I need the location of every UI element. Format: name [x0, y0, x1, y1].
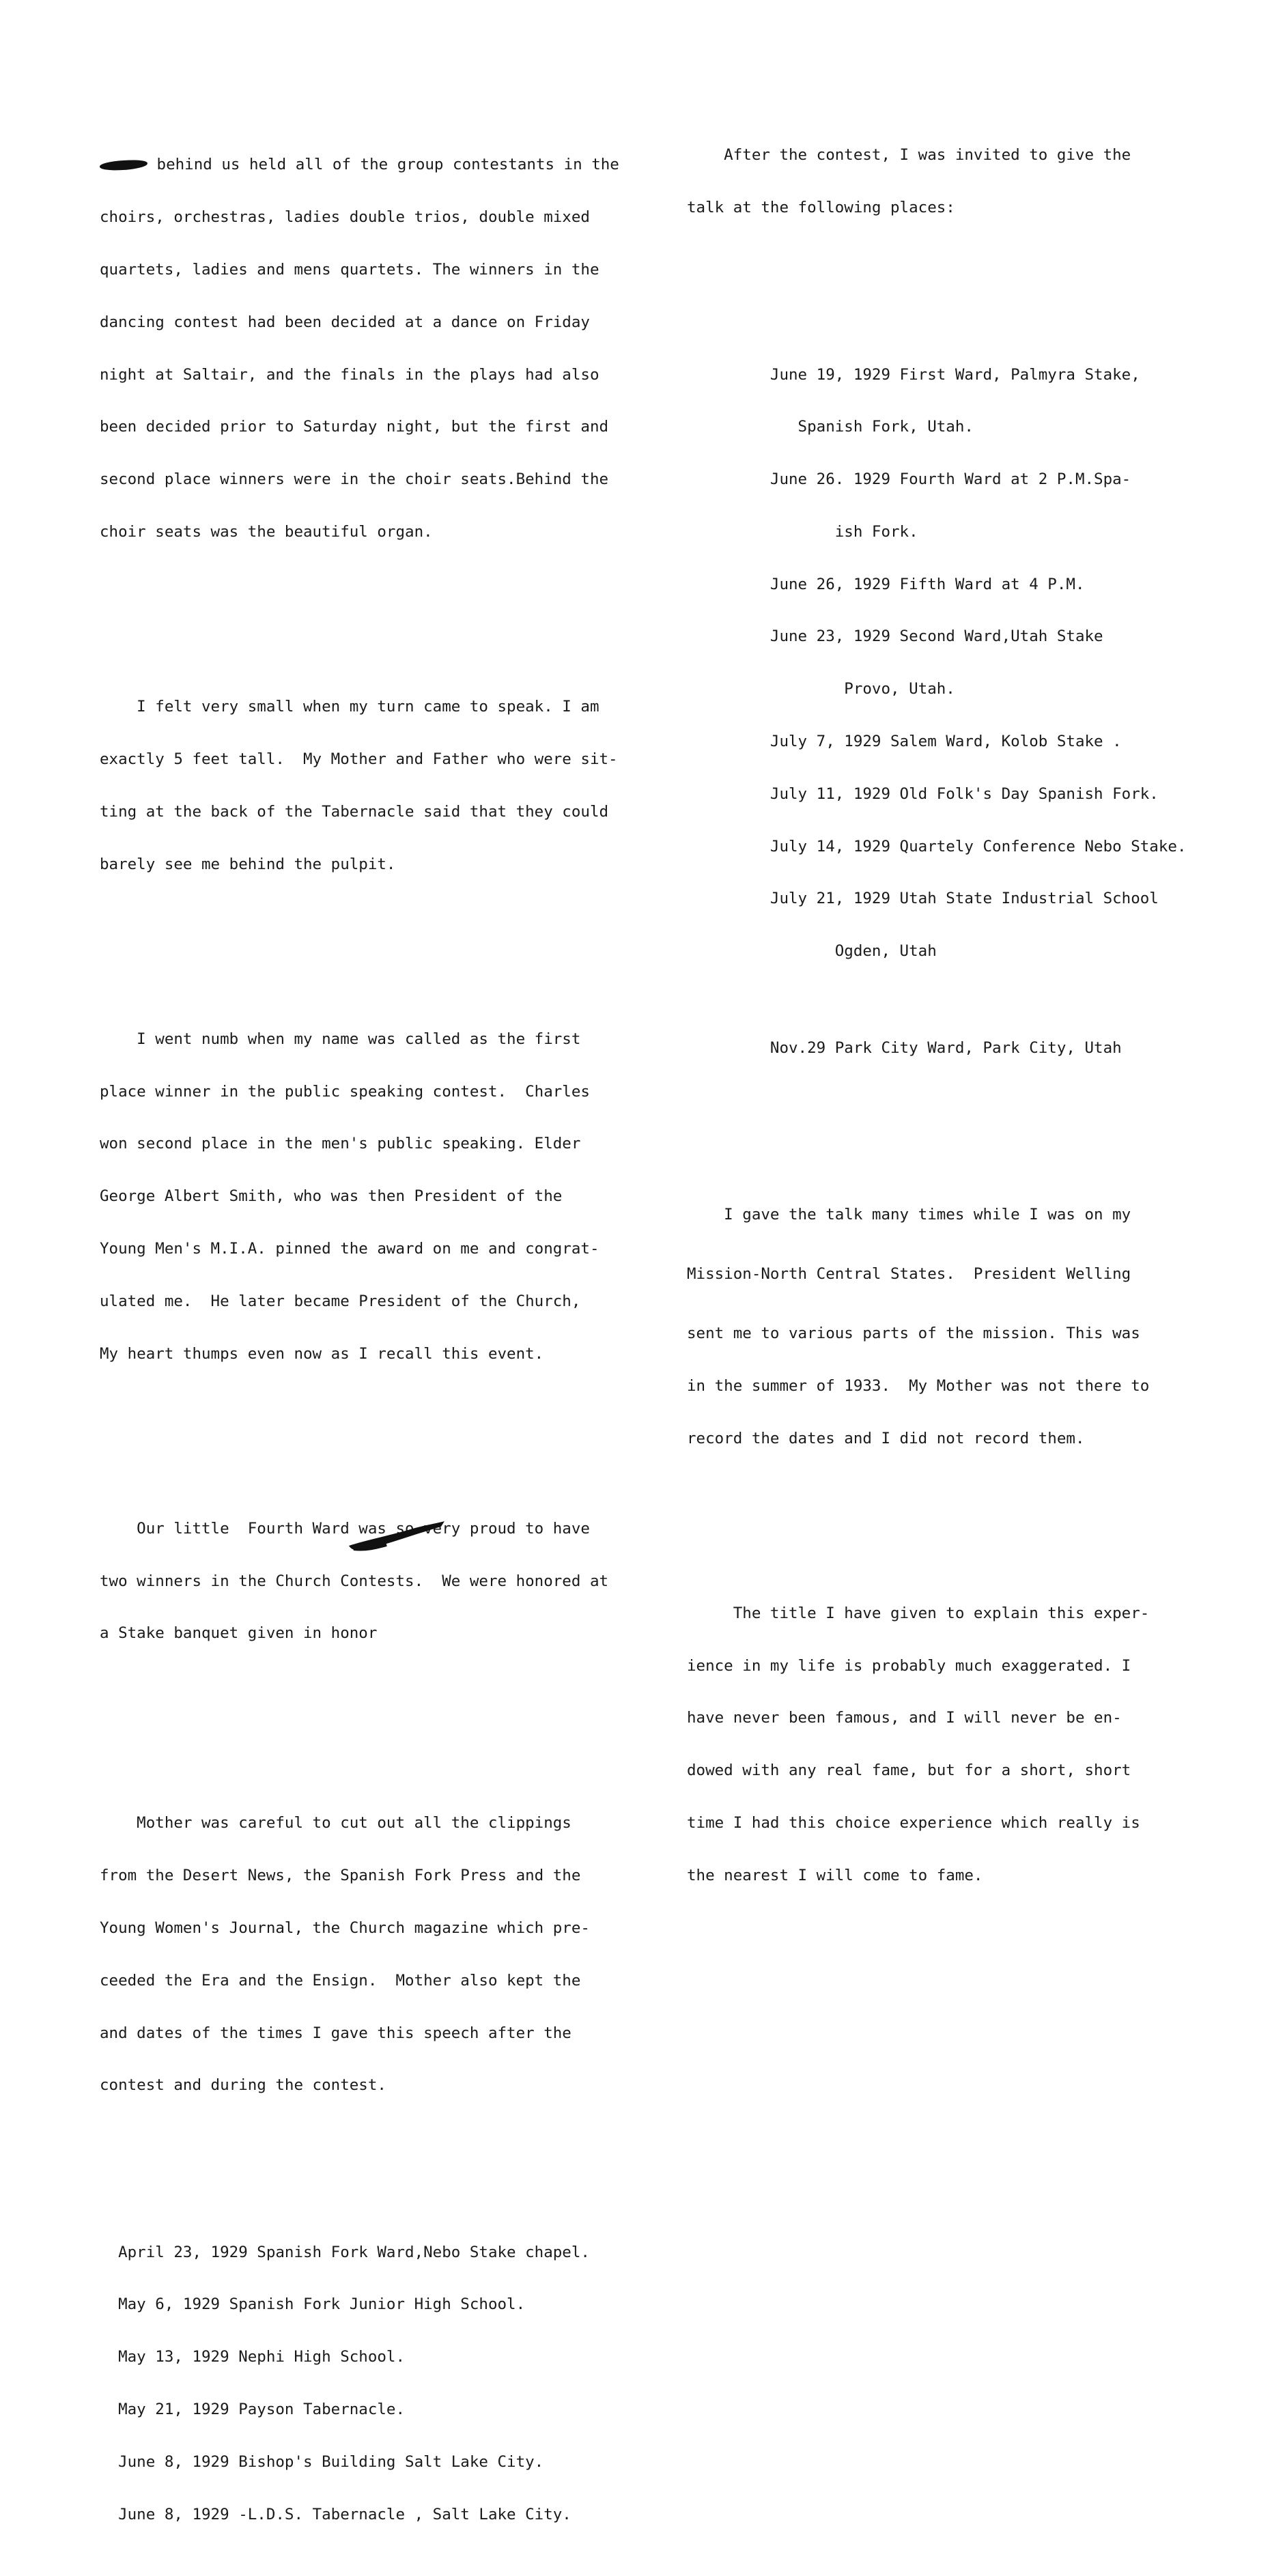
text-line: time I had this choice experience which really is	[687, 1814, 1140, 1832]
text-line: Young Men's M.I.A. pinned the award on me and congrat-	[100, 1240, 599, 1258]
text-line: Mission-North Central States. President Welling	[687, 1265, 1131, 1284]
text-line: dancing contest had been decided at a dance on Friday	[100, 313, 590, 331]
text-line: ulated me. He later became President of the Church,	[100, 1292, 581, 1310]
text-line: dowed with any real fame, but for a short, short	[687, 1761, 1131, 1780]
text-line: My heart thumps even now as I recall this event.	[100, 1344, 544, 1363]
paragraph-after-contest	[687, 112, 1281, 252]
list-item: June 26, 1929 Fifth Ward at 4 P.M.	[687, 575, 1085, 593]
paragraph-organ	[100, 122, 673, 576]
text-line: quartets, ladies and mens quartets. The winners in the	[100, 260, 599, 279]
text-line: ience in my life is probably much exaggerated. I	[687, 1656, 1131, 1675]
paragraph-closing	[687, 1570, 1281, 1920]
list-item: June 26. 1929 Fourth Ward at 2 P.M.Spa-	[687, 470, 1131, 489]
list-item: Nov.29 Park City Ward, Park City, Utah	[687, 1039, 1122, 1058]
list-item: May 6, 1929 Spanish Fork Junior High School.	[100, 2295, 526, 2314]
text-line: choir seats was the beautiful organ.	[100, 522, 433, 541]
right-column	[687, 77, 1281, 1937]
paragraph-small	[100, 664, 673, 908]
list-item: June 8, 1929 Bishop's Building Salt Lake City.	[100, 2452, 544, 2471]
text-line: ceeded the Era and the Ensign. Mother also kept the	[100, 1971, 581, 1990]
text-line: from the Desert News, the Spanish Fork Press and the	[100, 1867, 581, 1885]
talk-places-list	[687, 331, 1281, 1092]
left-column	[100, 87, 673, 2576]
text-line: The title I have given to explain this exper-	[687, 1604, 1150, 1622]
list-item: April 23, 1929 Spanish Fork Ward,Nebo Stake chapel.	[100, 2243, 590, 2261]
text-line: and dates of the times I gave this speech after the	[100, 2024, 571, 2042]
text-line-content: behind us held all of the group contestants in the	[156, 156, 619, 174]
text-line: night at Saltair, and the finals in the plays had also	[100, 365, 599, 384]
text-line: contest and during the contest.	[100, 2076, 386, 2095]
text-line: Our little Fourth Ward was so very proud to have	[100, 1519, 590, 1538]
list-item: Spanish Fork, Utah.	[687, 418, 974, 436]
list-item: July 14, 1929 Quartely Conference Nebo Stake.	[687, 837, 1187, 855]
text-line: choirs, orchestras, ladies double trios, double mixed	[100, 208, 590, 227]
text-line: been decided prior to Saturday night, but the first and	[100, 418, 609, 436]
text-line: have never been famous, and I will never be en-	[687, 1709, 1122, 1727]
text-line: ting at the back of the Tabernacle said that they could	[100, 802, 609, 821]
text-line: I gave the talk many times while I was on my	[687, 1206, 1131, 1224]
list-item: May 21, 1929 Payson Tabernacle.	[100, 2401, 406, 2418]
text-line: I felt very small when my turn came to speak. I am	[100, 698, 599, 716]
text-line	[100, 156, 673, 174]
list-item: July 7, 1929 Salem Ward, Kolob Stake .	[687, 732, 1122, 750]
text-line: Mother was careful to cut out all the clippings	[100, 1814, 571, 1832]
text-line: George Albert Smith, who was then President of the	[100, 1187, 563, 1206]
text-line: a Stake banquet given in honor	[100, 1624, 378, 1643]
text-line: second place winners were in the choir seats.Behind the	[100, 470, 609, 489]
list-item: July 11, 1929 Old Folk's Day Spanish Fork.	[687, 784, 1159, 803]
list-item: June 23, 1929 Second Ward,Utah Stake	[687, 627, 1103, 646]
paragraph-winner	[100, 996, 673, 1398]
text-line: exactly 5 feet tall. My Mother and Father who were sit-	[100, 750, 618, 768]
ink-blot-icon	[100, 159, 148, 171]
ink-scribble-icon	[345, 1520, 448, 1554]
text-line: I went numb when my name was called as the first	[100, 1030, 581, 1048]
list-item: Ogden, Utah	[687, 942, 937, 961]
text-line: two winners in the Church Contests. We were honored at	[100, 1572, 609, 1590]
speech-dates-list	[100, 2209, 673, 2558]
text-line: After the contest, I was invited to give the	[687, 146, 1131, 165]
list-item: May 13, 1929 Nephi High School.	[100, 2348, 406, 2366]
paragraph-clippings	[100, 1780, 673, 2129]
text-line: won second place in the men's public speaking. Elder	[100, 1135, 581, 1153]
list-item: July 21, 1929 Utah State Industrial School	[687, 890, 1159, 908]
text-line: in the summer of 1933. My Mother was not there to	[687, 1376, 1150, 1395]
text-line: barely see me behind the pulpit.	[100, 855, 396, 873]
text-line: place winner in the public speaking contest. Charles	[100, 1082, 590, 1101]
list-item: June 8, 1929 -L.D.S. Tabernacle , Salt Lake City.	[100, 2505, 571, 2523]
list-item: Provo, Utah.	[687, 680, 955, 698]
list-item: June 19, 1929 First Ward, Palmyra Stake,	[687, 365, 1140, 384]
paragraph-mission	[687, 1172, 1281, 1482]
text-line: Young Women's Journal, the Church magazine which pre-	[100, 1919, 590, 1937]
text-line: sent me to various parts of the mission. This was	[687, 1324, 1140, 1342]
text-line: record the dates and I did not record them.	[687, 1429, 1085, 1447]
text-line: talk at the following places:	[687, 199, 955, 217]
text-line: the nearest I will come to fame.	[687, 1866, 983, 1884]
list-item: ish Fork.	[687, 522, 918, 541]
paragraph-fourth-ward	[100, 1486, 673, 1695]
